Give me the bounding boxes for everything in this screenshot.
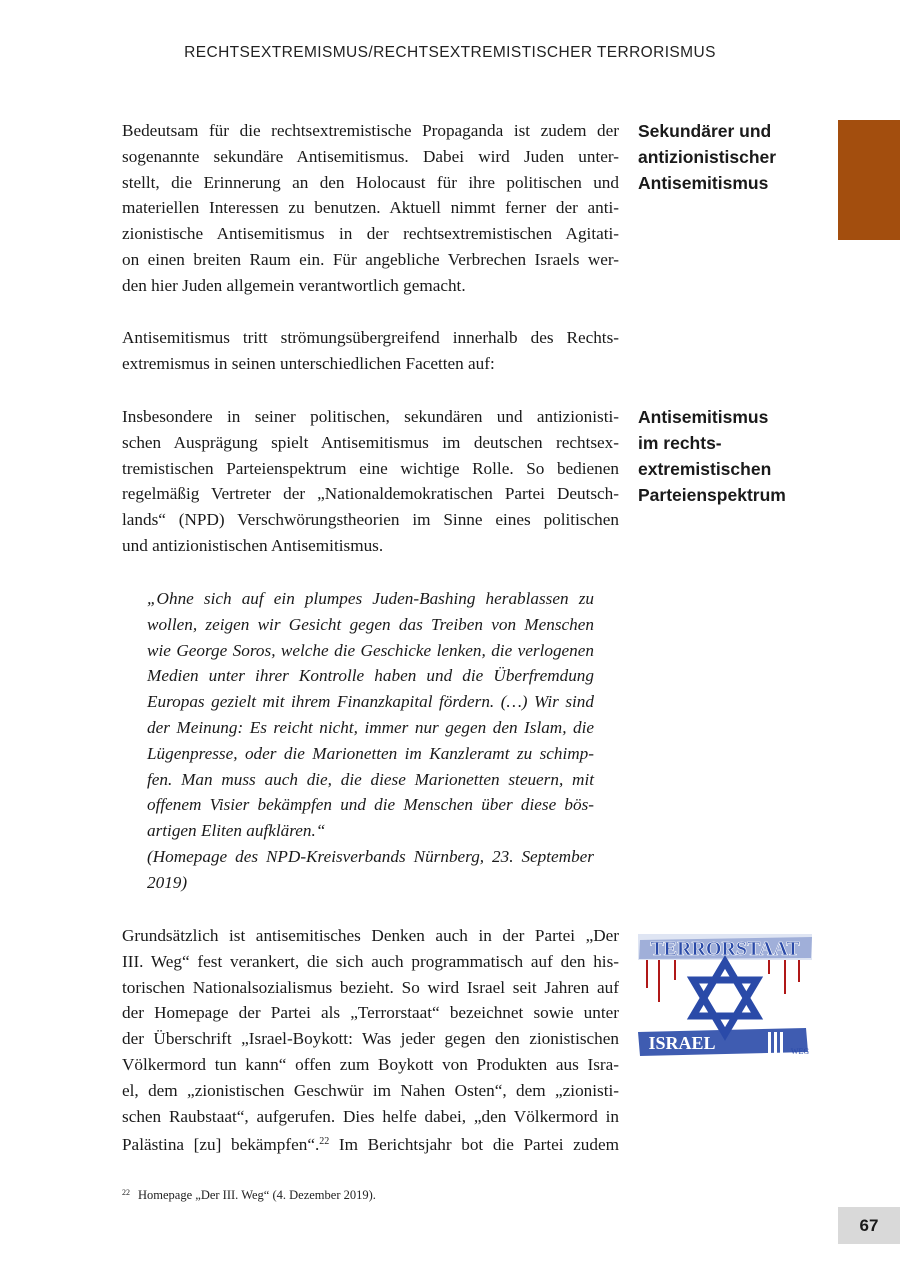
- text-line: sogenannte sekundäre Antisemitismus. Dabei wird Juden unter-: [122, 146, 619, 166]
- text-line: torischen Nationalsozialismus bezieht. So wird Israel seit Jahren auf: [122, 977, 619, 997]
- quote-line: Medien unter ihrer Kontrolle haben und die Überfremdung: [147, 666, 594, 686]
- text-line: Insbesondere in seiner politischen, sekundären und antizionisti-: [122, 407, 619, 426]
- text-line: Völkermord tun kann“ offen zum Boykott von Produkten aus Isra-: [122, 1054, 619, 1074]
- text-line: Antisemitismus tritt strömungsübergreifend innerhalb des Rechts-: [122, 328, 619, 347]
- text-line: der Überschrift „Israel-Boykott: Was jeder gegen den zionistischen: [122, 1029, 619, 1049]
- der-iii-weg-logo-icon: [768, 1032, 783, 1054]
- paragraph-stroemungsuebergreifend: [122, 325, 619, 377]
- quote-line: wollen, zeigen wir Gesicht gegen das Treiben von Menschen: [147, 614, 594, 634]
- text-line: III. Weg“ fest verankert, die sich auch programmatisch auf den his-: [122, 951, 619, 971]
- quote-line: offenem Visier bekämpfen und die Menschen über diese bös-: [147, 795, 594, 815]
- text-line: stellt, die Erinnerung an den Holocaust für ihre politischen und: [122, 172, 619, 192]
- text-line: tremistischen Parteienspektrum eine wichtige Rolle. So bedienen: [122, 458, 619, 478]
- text-fragment: Im Berichtsjahr bot die Partei zudem: [329, 1135, 619, 1155]
- footnote: [122, 1188, 376, 1203]
- quote-line: „Ohne sich auf ein plumpes Juden-Bashing herablassen zu: [147, 589, 594, 608]
- margin-heading-line: im rechts-: [638, 433, 722, 453]
- blood-drip: [674, 960, 676, 980]
- margin-heading-parteienspektrum: [638, 404, 828, 508]
- text-line: den hier Juden allgemein verantwortlich gemacht.: [122, 275, 466, 295]
- paragraph-der-iii-weg: [122, 923, 619, 1158]
- text-line: zionistische Antisemitismus in der rechtsextremistischen Agitati-: [122, 224, 619, 244]
- text-line: Bedeutsam für die rechtsextremistische Propaganda ist zudem der: [122, 121, 619, 140]
- text-line: on einen breiten Raum ein. Für angebliche Verbrechen Israels wer-: [122, 249, 619, 269]
- page-number: 67: [838, 1207, 900, 1244]
- blood-drip: [784, 960, 786, 994]
- margin-heading-line: Antisemitismus: [638, 407, 769, 427]
- margin-heading-line: Antisemitismus: [638, 173, 769, 193]
- paragraph-sekundaerer-antisemitismus: [122, 118, 619, 299]
- poster-bottom-text: ISRAEL: [648, 1033, 716, 1053]
- footnote-text: Homepage „Der III. Weg“ (4. Dezember 2019).: [138, 1188, 376, 1202]
- blood-drip: [646, 960, 648, 988]
- text-line: [122, 1129, 619, 1158]
- text-line: schen Raubstaat“, aufgerufen. Dies helfe dabei, „den Völkermord in: [122, 1106, 619, 1126]
- running-head: RECHTSEXTREMISMUS/RECHTSEXTREMISTISCHER TERRORISMUS: [184, 44, 716, 61]
- text-fragment: Palästina [zu] bekämpfen“.: [122, 1135, 320, 1155]
- quote-line: Lügenpresse, oder die Marionetten im Kanzleramt zu schimp-: [147, 743, 594, 763]
- text-line: regelmäßig Vertreter der „Nationaldemokratischen Partei Deutsch-: [122, 484, 619, 504]
- quote-line: Europas gezielt mit ihrem Finanzkapital fördern. (…) Wir sind: [147, 692, 594, 712]
- chapter-tab-marker: [838, 120, 900, 240]
- blood-drip: [798, 960, 800, 982]
- quote-line: fen. Man muss auch die, die diese Marionetten steuern, mit: [147, 769, 594, 789]
- terrorstaat-israel-poster-image: [636, 928, 814, 1062]
- text-line: el, dem „zionistischen Geschwür im Nahen Osten“, dem „zionisti-: [122, 1080, 619, 1100]
- margin-heading-line: Parteienspektrum: [638, 485, 786, 505]
- text-line: extremismus in seinen unterschiedlichen Facetten auf:: [122, 353, 495, 373]
- footnote-reference[interactable]: 22: [319, 1136, 330, 1148]
- text-line: und antizionistischen Antisemitismus.: [122, 535, 384, 555]
- poster-top-text: TERRORSTAAT: [650, 938, 800, 960]
- margin-heading-line: antizionistischer: [638, 147, 777, 167]
- margin-heading-sekundaerer-antisemitismus: [638, 118, 828, 196]
- quote-source-line: (Homepage des NPD-Kreisverbands Nürnberg, 23. September: [147, 846, 594, 866]
- margin-heading-line: Sekundärer und: [638, 121, 772, 141]
- text-line: schen Ausprägung spielt Antisemitismus im deutschen rechtsex-: [122, 432, 619, 452]
- poster-logo-text: WEG: [790, 1047, 810, 1056]
- blood-drip: [768, 960, 770, 974]
- paragraph-parteienspektrum: [122, 404, 619, 559]
- quote-line: der Meinung: Es reicht nicht, immer nur gegen den Islam, die: [147, 717, 594, 737]
- quote-line: wie George Soros, welche die Geschicke lenken, die verlogenen: [147, 640, 594, 660]
- npd-quote: [147, 586, 594, 896]
- text-line: Grundsätzlich ist antisemitisches Denken auch in der Partei „Der: [122, 926, 619, 945]
- text-line: lands“ (NPD) Verschwörungstheorien im Sinne eines politischen: [122, 510, 619, 530]
- text-line: materiellen Interessen zu benutzen. Aktuell nimmt ferner der anti-: [122, 198, 619, 218]
- blood-drip: [658, 960, 660, 1002]
- margin-heading-line: extremistischen: [638, 459, 772, 479]
- text-line: der Homepage der Partei als „Terrorstaat“ bezeichnet sowie unter: [122, 1003, 619, 1023]
- footnote-number: 22: [122, 1188, 130, 1197]
- quote-source-line: 2019): [147, 872, 188, 892]
- quote-line: artigen Eliten aufklären.“: [147, 821, 326, 841]
